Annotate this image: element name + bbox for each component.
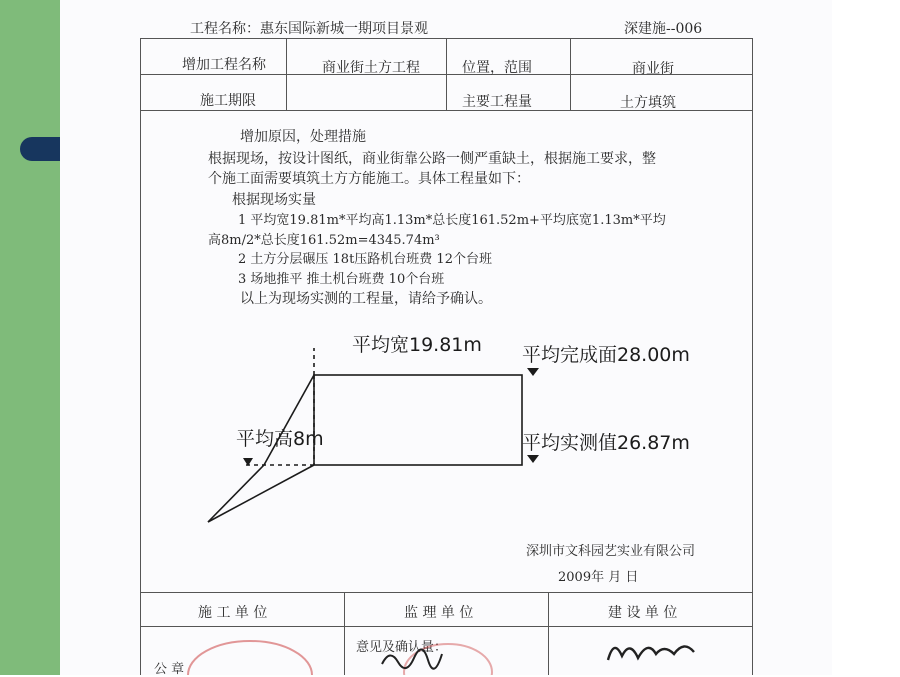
supervision-seal bbox=[404, 644, 492, 675]
company-name: 深圳市文科园艺实业有限公司 bbox=[526, 544, 696, 559]
seal-label: 公 章 bbox=[154, 662, 185, 677]
period-label: 施工期限 bbox=[200, 93, 256, 109]
quantity-item-3: 3 场地推平 推土机台班费 10个台班 bbox=[238, 272, 445, 287]
location-value: 商业街 bbox=[632, 61, 674, 77]
body-line: 根据现场实量 bbox=[232, 192, 316, 208]
quantity-item-2: 2 土方分层碾压 18t压路机台班费 12个台班 bbox=[238, 252, 492, 267]
avg-finish-level-label: 平均完成面28.00m bbox=[522, 344, 690, 366]
stamps-and-signatures bbox=[60, 0, 832, 675]
avg-height-label: 平均高8m bbox=[236, 428, 324, 450]
left-sidebar-band bbox=[0, 0, 60, 675]
construction-company-seal bbox=[188, 641, 312, 675]
project-name: 工程名称：惠东国际新城一期项目景观 bbox=[190, 21, 428, 37]
scanned-document bbox=[60, 0, 832, 675]
document-code: 深建施--006 bbox=[624, 21, 703, 37]
avg-measured-level-label: 平均实测值26.87m bbox=[522, 432, 690, 454]
main-quantity-value: 土方填筑 bbox=[620, 95, 676, 111]
avg-width-label: 平均宽19.81m bbox=[352, 334, 482, 356]
reason-heading: 增加原因，处理措施 bbox=[240, 129, 366, 145]
signoff-date: 2009年 月 日 bbox=[558, 570, 639, 585]
location-label: 位置，范围 bbox=[462, 60, 532, 76]
quantity-item-1-cont: 高8m/2*总长度161.52m=4345.74m³ bbox=[208, 233, 440, 248]
quantity-item-1: 1 平均宽19.81m*平均高1.13m*总长度161.52m+平均底宽1.13m*平均 bbox=[238, 213, 666, 228]
body-line: 根据现场，按设计图纸，商业街靠公路一侧严重缺土，根据施工要求，整 bbox=[208, 151, 656, 167]
slide-tab-marker bbox=[20, 137, 60, 161]
construction-unit-header: 施 工 单 位 bbox=[198, 605, 268, 621]
owner-signature bbox=[608, 646, 694, 660]
supervision-unit-header: 监 理 单 位 bbox=[404, 605, 474, 621]
opinion-label: 意见及确认量： bbox=[356, 640, 448, 655]
right-margin bbox=[832, 0, 900, 675]
confirm-request: 以上为现场实测的工程量，请给予确认。 bbox=[240, 291, 492, 307]
body-line: 个施工面需要填筑土方方能施工。具体工程量如下： bbox=[208, 171, 530, 187]
supervision-signature bbox=[382, 649, 442, 668]
owner-unit-header: 建 设 单 位 bbox=[608, 605, 678, 621]
main-quantity-label: 主要工程量 bbox=[462, 94, 532, 110]
add-project-label: 增加工程名称 bbox=[182, 57, 266, 73]
add-project-value: 商业街土方工程 bbox=[322, 60, 420, 76]
